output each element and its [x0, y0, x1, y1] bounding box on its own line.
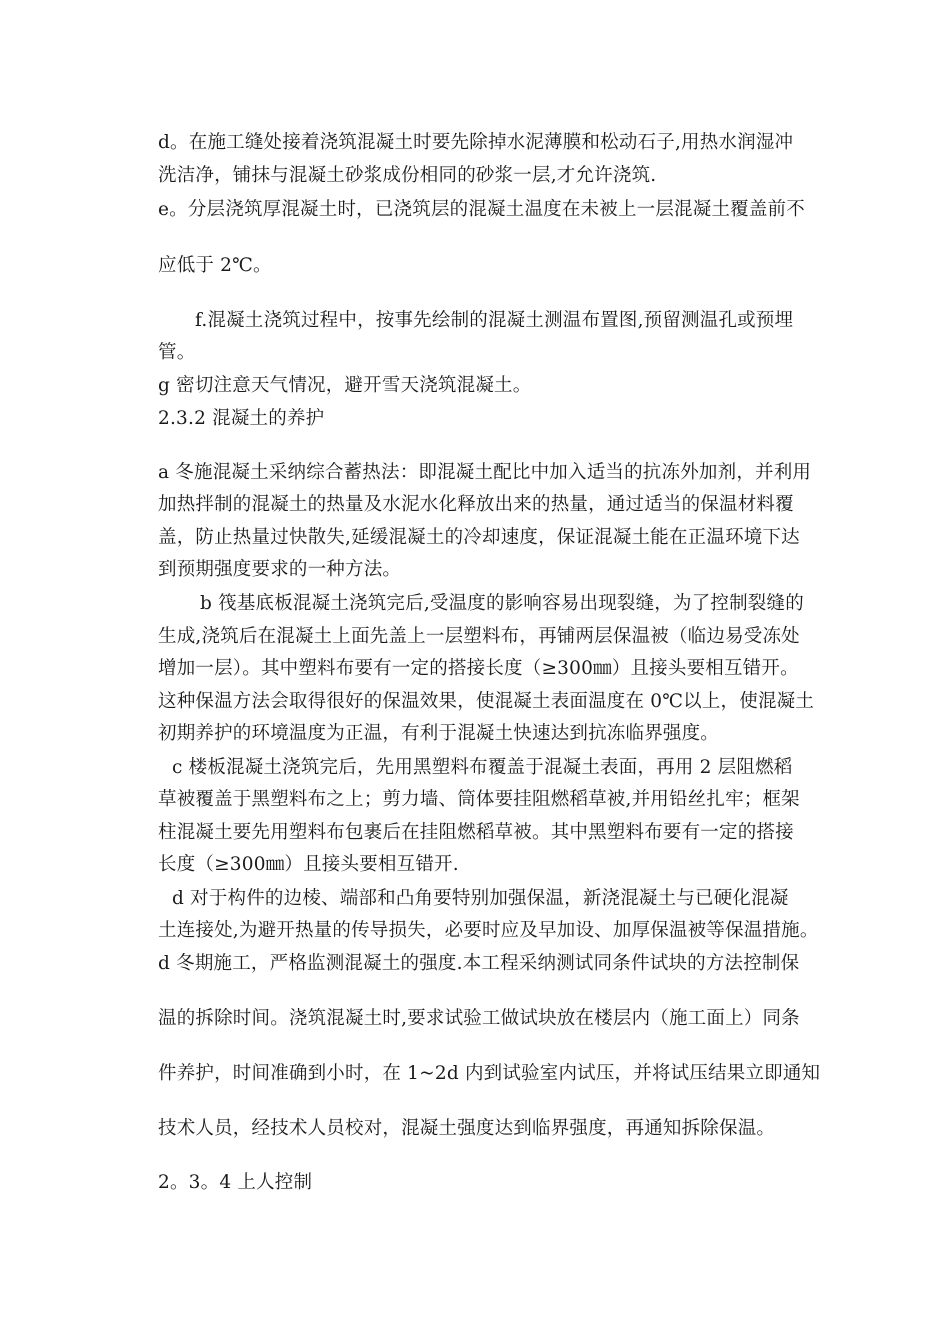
section-heading: 2。3。4 上人控制 [158, 1172, 313, 1193]
text-line: d 冬期施工，严格监测混凝土的强度.本工程采纳测试同条件试块的方法控制保 [158, 953, 800, 974]
text-line: 初期养护的环境温度为正温，有利于混凝土快速达到抗冻临界强度。 [158, 723, 720, 744]
text-line: a 冬施混凝土采纳综合蓄热法：即混凝土配比中加入适当的抗冻外加剂，并利用 [158, 462, 812, 483]
text-line: f.混凝土浇筑过程中，按事先绘制的混凝土测温布置图,预留测温孔或预埋 [195, 310, 794, 331]
text-line: 管。 [158, 342, 196, 363]
text-line: 到预期强度要求的一种方法。 [158, 559, 402, 580]
text-line: d 对于构件的边棱、端部和凸角要特别加强保温，新浇混凝土与已硬化混凝 [172, 888, 789, 909]
text-line: 这种保温方法会取得很好的保温效果，使混凝土表面温度在 0℃以上，使混凝土 [158, 691, 815, 712]
text-line: 技术人员，经技术人员校对，混凝土强度达到临界强度，再通知拆除保温。 [158, 1118, 776, 1139]
text-line: b 筏基底板混凝土浇筑完后,受温度的影响容易出现裂缝，为了控制裂缝的 [200, 593, 804, 614]
text-line: 盖，防止热量过快散失,延缓混凝土的冷却速度，保证混凝土能在正温环境下达 [158, 527, 800, 548]
text-line: 生成,浇筑后在混凝土上面先盖上一层塑料布，再铺两层保温被（临边易受冻处 [158, 626, 800, 647]
text-line: 增加一层）。其中塑料布要有一定的搭接长度（≥300㎜）且接头要相互错开。 [158, 658, 799, 679]
text-line: d。在施工缝处接着浇筑混凝土时要先除掉水泥薄膜和松动石子,用热水润湿冲 [158, 132, 794, 153]
text-line: 温的拆除时间。浇筑混凝土时,要求试验工做试块放在楼层内（施工面上）同条 [158, 1008, 800, 1029]
text-line: 加热拌制的混凝土的热量及水泥水化释放出来的热量，通过适当的保温材料覆 [158, 494, 794, 515]
text-line: 长度（≥300㎜）且接头要相互错开. [158, 854, 459, 875]
text-line: 草被覆盖于黑塑料布之上；剪力墙、筒体要挂阻燃稻草被,并用铅丝扎牢；框架 [158, 789, 800, 810]
text-line: 应低于 2℃。 [158, 255, 272, 276]
text-line: 柱混凝土要先用塑料布包裹后在挂阻燃稻草被。其中黑塑料布要有一定的搭接 [158, 822, 794, 843]
text-line: 土连接处,为避开热量的传导损失，必要时应及早加设、加厚保温被等保温措施。 [158, 920, 819, 941]
section-heading: 2.3.2 混凝土的养护 [158, 408, 325, 429]
text-line: 洗洁净，铺抹与混凝土砂浆成份相同的砂浆一层,才允许浇筑. [158, 165, 657, 186]
text-line: e。分层浇筑厚混凝土时，已浇筑层的混凝土温度在未被上一层混凝土覆盖前不 [158, 199, 805, 220]
text-line: c 楼板混凝土浇筑完后，先用黑塑料布覆盖于混凝土表面，再用 2 层阻燃稻 [172, 757, 793, 778]
text-line: g 密切注意天气情况，避开雪天浇筑混凝土。 [158, 375, 532, 396]
text-line: 件养护，时间准确到小时，在 1~2d 内到试验室内试压，并将试压结果立即通知 [158, 1063, 821, 1084]
